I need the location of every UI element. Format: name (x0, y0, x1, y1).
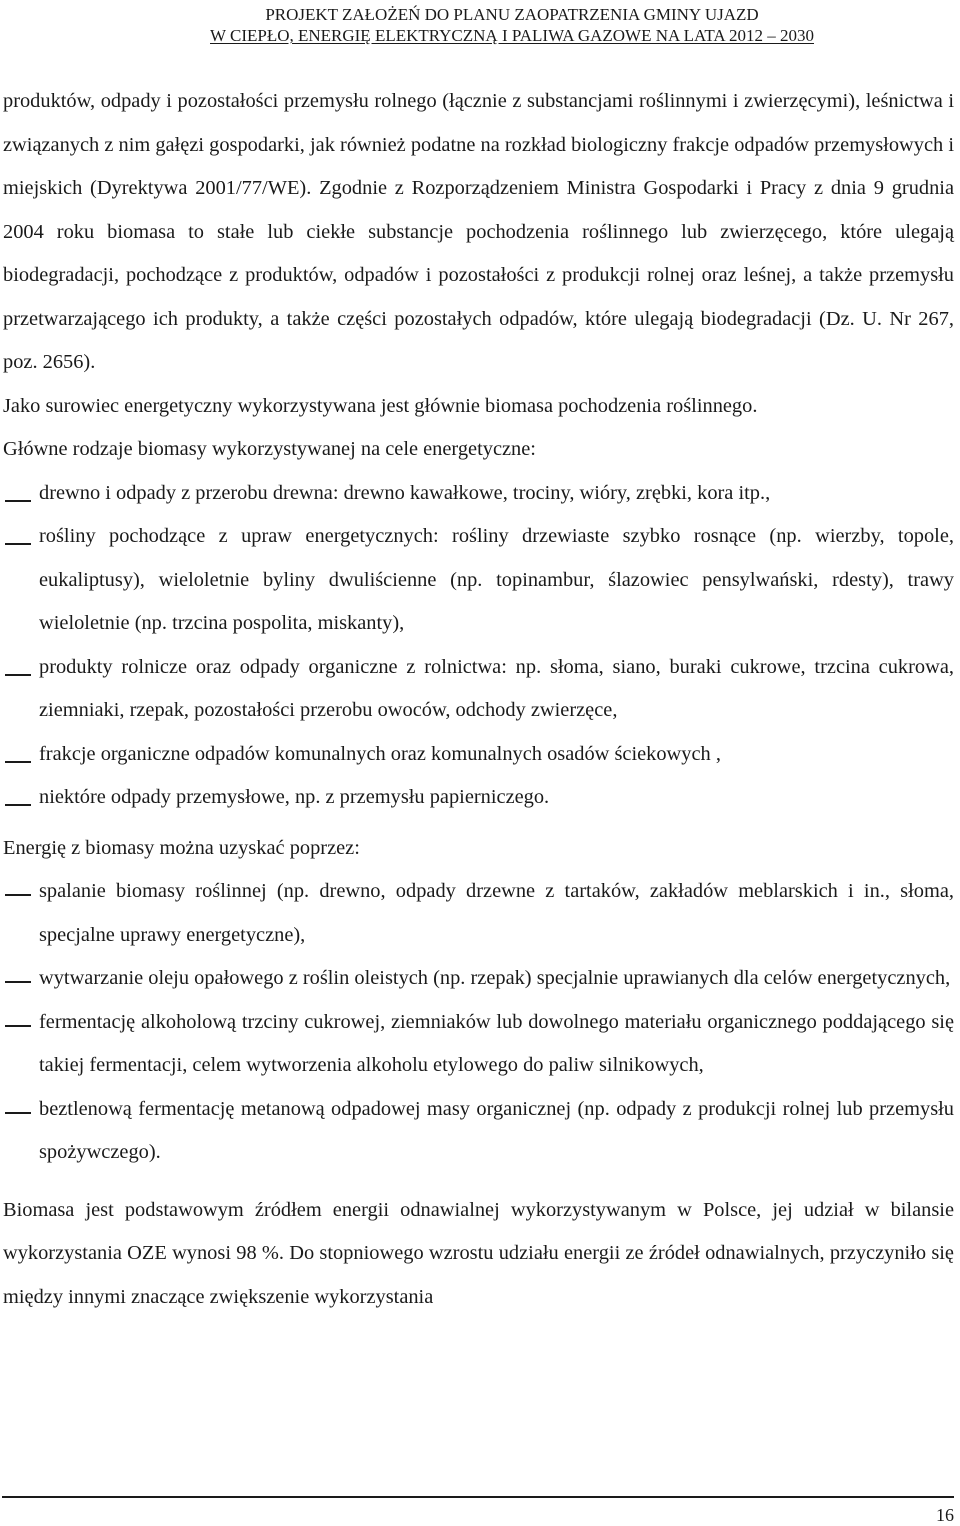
dash-bullet-icon (5, 1088, 39, 1132)
header-title-line1: PROJEKT ZAŁOŻEŃ DO PLANU ZAOPATRZENIA GMINY UJAZD (265, 5, 759, 24)
list-item-text: beztlenową fermentację metanową odpadowej masy organicznej (np. odpady z produkcji rolnej lub przemysłu spożywczego). (39, 1097, 954, 1163)
list-item-text: frakcje organiczne odpadów komunalnych oraz komunalnych osadów ściekowych , (39, 742, 721, 765)
list-item-text: spalanie biomasy roślinnej (np. drewno, odpady drzewne z tartaków, zakładów meblarskich i in., słoma, specjalne uprawy energetyczne), (39, 880, 954, 946)
paragraph-raw-material: Jako surowiec energetyczny wykorzystywana jest głównie biomasa pochodzenia roślinnego. (3, 394, 758, 417)
document-body (3, 80, 954, 1319)
list-item (3, 957, 954, 1001)
list-item-text: niektóre odpady przemysłowe, np. z przemysłu papierniczego. (39, 786, 550, 808)
list-item-text: produkty rolnicze oraz odpady organiczne z rolnictwa: np. słoma, siano, buraki cukrowe, trzcina cukrowa, ziemniaki, rzepak, pozostałości przerobu owoców, odchody zwierzęce, (39, 655, 954, 721)
dash-bullet-icon (5, 733, 39, 777)
dash-bullet-icon (5, 957, 39, 1001)
dash-bullet-icon (5, 776, 39, 820)
list-energy-methods-intro: Energię z biomasy można uzyskać poprzez: (3, 836, 360, 859)
paragraph-biomass-definition: produktów, odpady i pozostałości przemysłu rolnego (łącznie z substancjami roślinnymi i zwierzęcymi), leśnictwa i związanych z nim gałęzi gospodarki, jak również podatne na rozkład biologiczny frakcje odpadów przemysłowych i miejskich (Dyrektywa 2001/77/WE). Zgodnie z Rozporządzeniem Ministra Gospodarki i Pracy z dnia 9 grudnia 2004 roku biomasa to stałe lub ciekłe substancje pochodzenia roślinnego lub zwierzęcego, które ulegają biodegradacji, pochodzące z produktów, odpadów i pozostałości z produkcji rolnej oraz leśnej, a także przemysłu przetwarzającego ich produkty, a także części pozostałych odpadów, które ulegają biodegradacji (Dz. U. Nr 267, poz. 2656). (3, 90, 954, 373)
list-item (3, 472, 954, 516)
list-item (3, 776, 954, 820)
list-item (3, 733, 954, 777)
list-item (3, 1088, 954, 1175)
dash-bullet-icon (5, 870, 39, 914)
list-item (3, 646, 954, 733)
list-biomass-types-intro: Główne rodzaje biomasy wykorzystywanej na cele energetyczne: (3, 438, 536, 460)
dash-bullet-icon (5, 646, 39, 690)
list-item-text: wytwarzanie oleju opałowego z roślin oleistych (np. rzepak) specjalnie uprawianych dla celów energetycznych, (39, 967, 951, 989)
list-item-text: rośliny pochodzące z upraw energetycznych: rośliny drzewiaste szybko rosnące (np. wierzby, topole, eukaliptusy), wieloletnie byliny dwuliścienne (np. topinambur, ślazowiec pensylwański, rdesty), trawy wieloletnie (np. trzcina pospolita, miskanty), (39, 525, 954, 634)
list-item (3, 1001, 954, 1088)
list-biomass-types (3, 472, 954, 820)
list-energy-methods (3, 870, 954, 1175)
header-title-line2: W CIEPŁO, ENERGIĘ ELEKTRYCZNĄ I PALIWA GAZOWE NA LATA 2012 – 2030 (210, 26, 814, 45)
footer-divider (2, 1496, 954, 1498)
page-header (210, 4, 814, 46)
page-number: 16 (936, 1505, 954, 1525)
list-item (3, 515, 954, 646)
dash-bullet-icon (5, 515, 39, 559)
list-item-text: fermentację alkoholową trzciny cukrowej, ziemniaków lub dowolnego materiału organicznego poddającego się takiej fermentacji, celem wytworzenia alkoholu etylowego do paliw silnikowych, (39, 1010, 954, 1076)
paragraph-biomass-share: Biomasa jest podstawowym źródłem energii odnawialnej wykorzystywanym w Polsce, jej udział w bilansie wykorzystania OZE wynosi 98 %. Do stopniowego wzrostu udziału energii ze źródeł odnawialnych, przyczyniło się między innymi znaczące zwiększenie wykorzystania (3, 1198, 954, 1308)
list-item (3, 870, 954, 957)
dash-bullet-icon (5, 1001, 39, 1045)
list-item-text: drewno i odpady z przerobu drewna: drewno kawałkowe, trociny, wióry, zrębki, kora itp., (39, 481, 771, 504)
dash-bullet-icon (5, 472, 39, 516)
